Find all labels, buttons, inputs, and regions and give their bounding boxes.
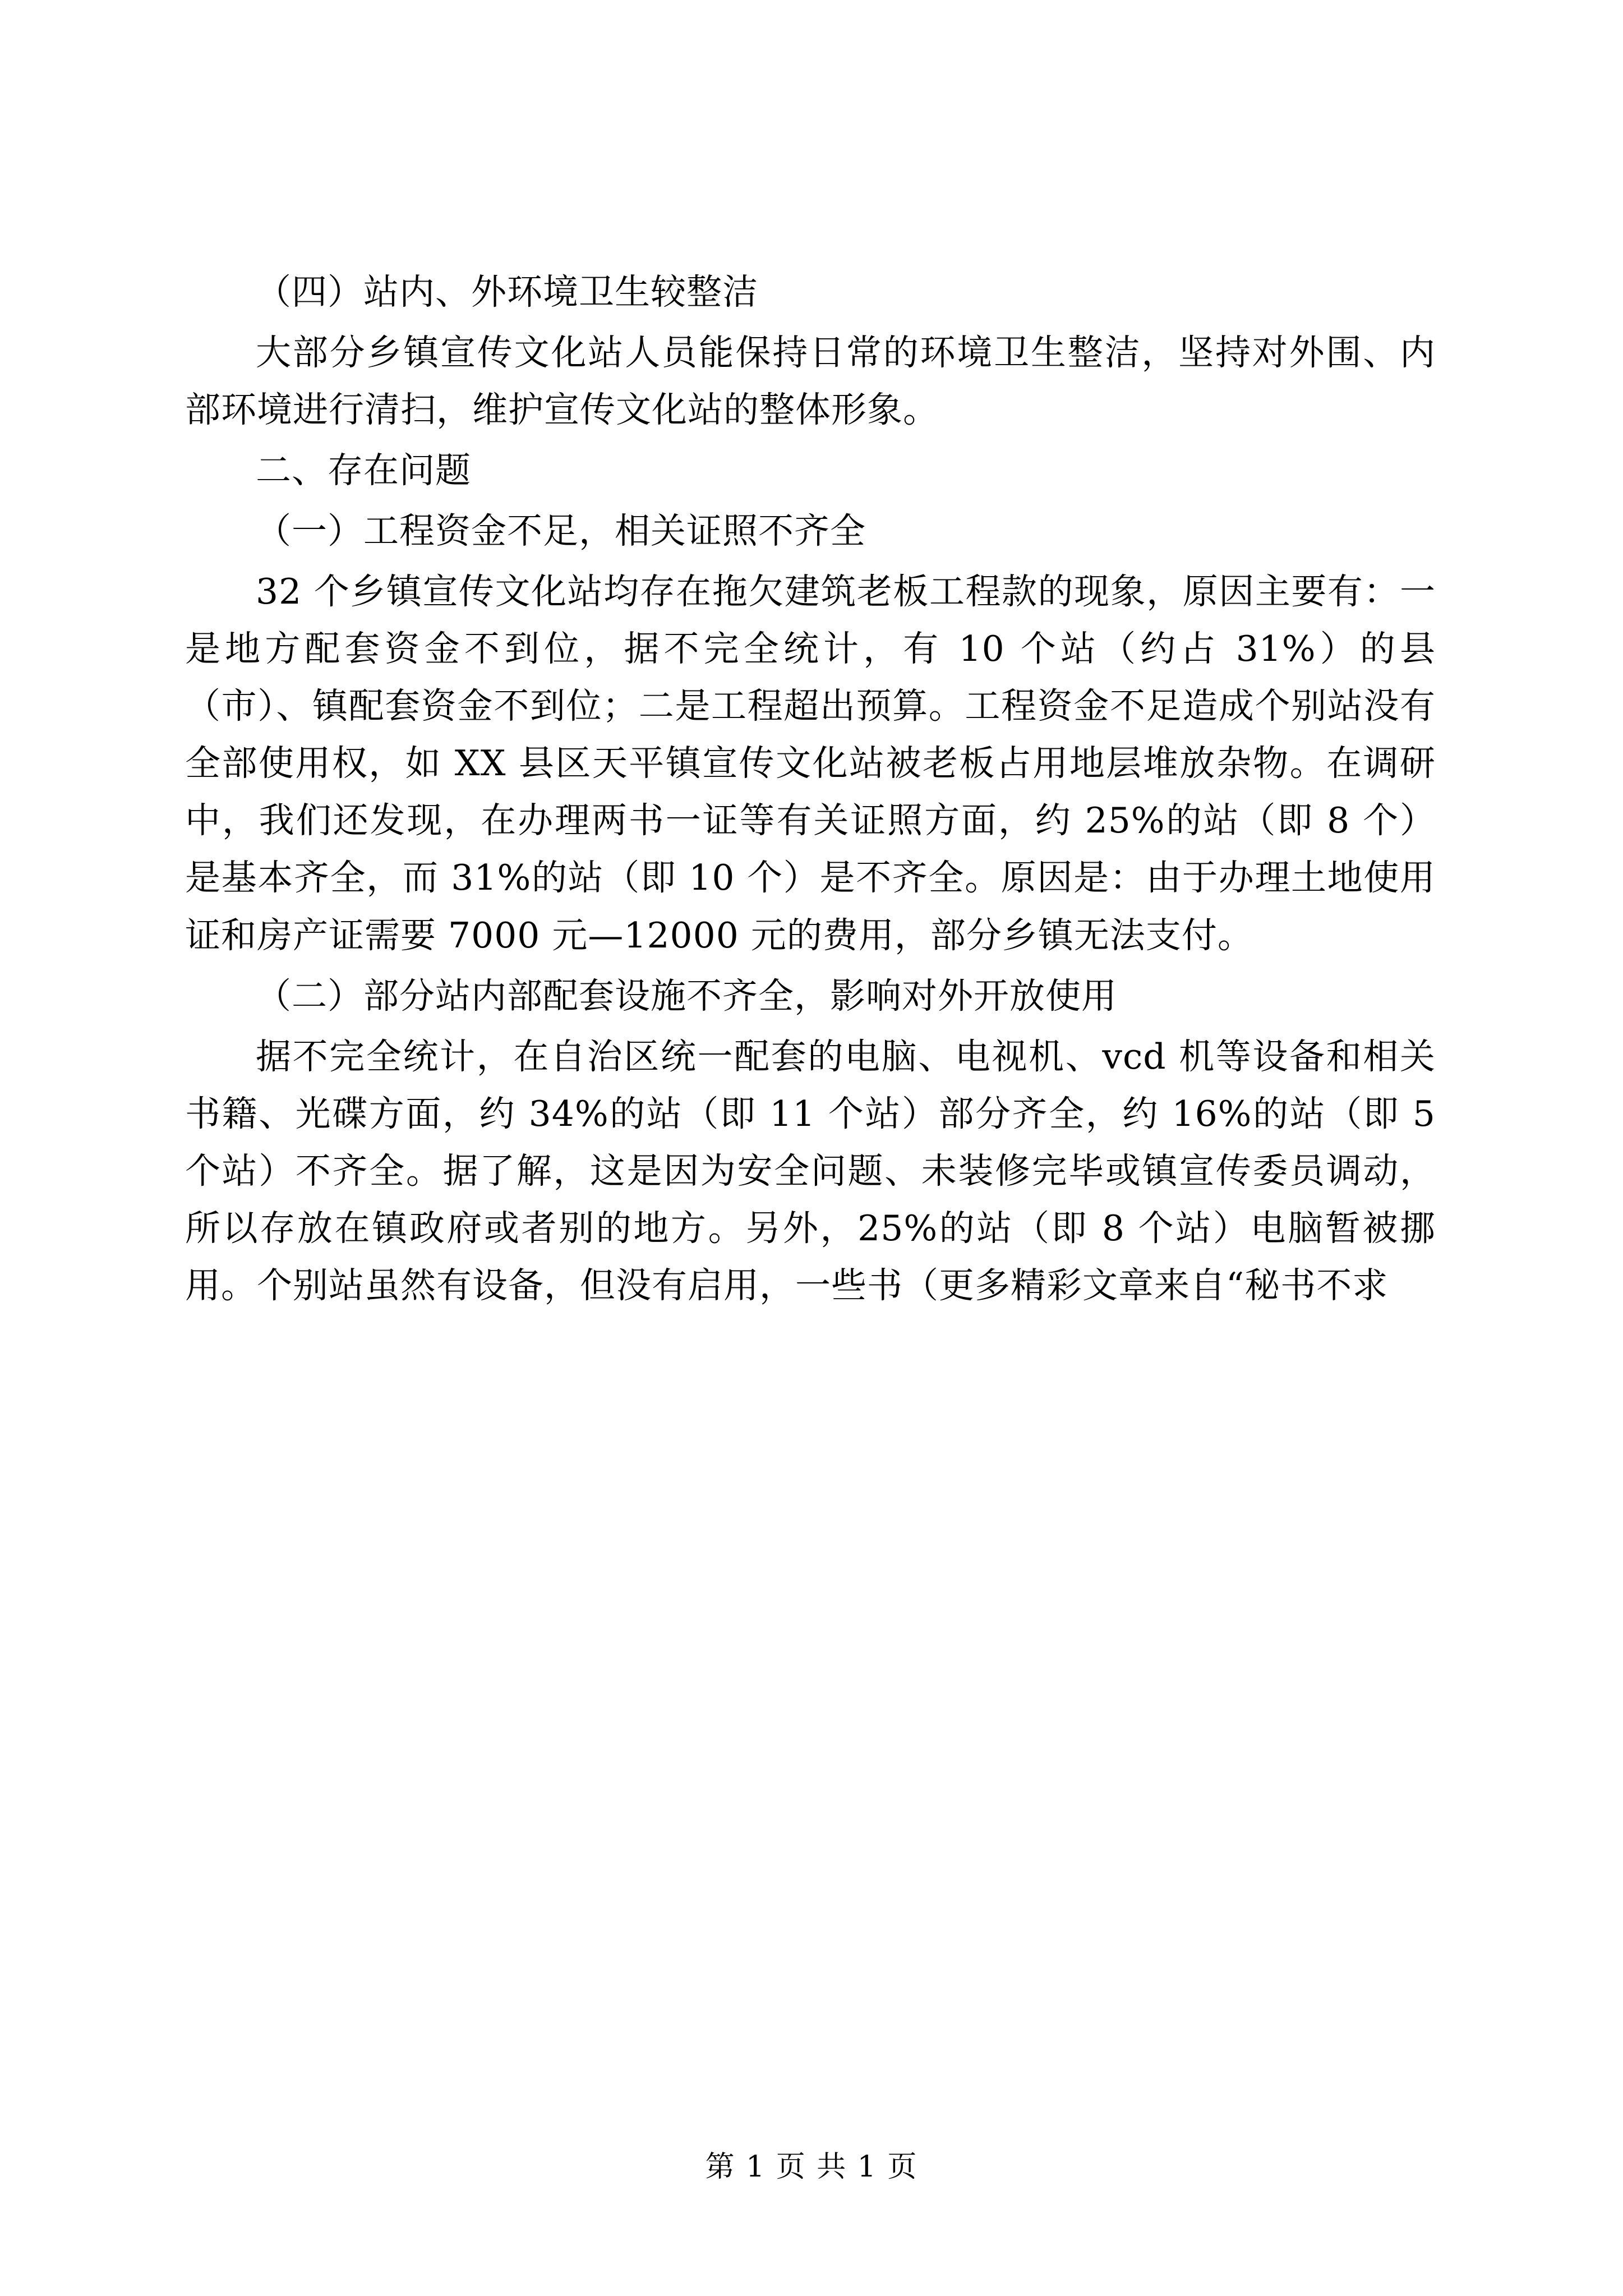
paragraph-heading-four: （四）站内、外环境卫生较整洁 <box>256 272 758 312</box>
page-footer: 第 1 页 共 1 页 <box>705 2150 918 2184</box>
document-body <box>185 264 1436 1318</box>
paragraph-environment-description: 大部分乡镇宣传文化站人员能保持日常的环境卫生整洁，坚持对外围、内部环境进行清扫，维护宣传文化站的整体形象。 <box>185 332 1436 431</box>
paragraph-issue-one-body: 32 个乡镇宣传文化站均存在拖欠建筑老板工程款的现象，原因主要有：一是地方配套资金不到位，据不完全统计，有 10 个站（约占 31%）的县（市）、镇配套资金不到位；二是工程超出预算。工程资金不足造成个别站没有全部使用权，如 XX 县区天平镇宣传文化站被老板占用地层堆放杂物。在调研中，我们还发现，在办理两书一证等有关证照方面，约 25%的站（即 8 个）是基本齐全，而 31%的站（即 10 个）是不齐全。原因是：由于办理土地使用证和房产证需要 7000 元—12000 元的费用，部分乡镇无法支付。 <box>185 571 1436 956</box>
paragraph-issue-two-body: 据不完全统计，在自治区统一配套的电脑、电视机、vcd 机等设备和相关书籍、光碟方面，约 34%的站（即 11 个站）部分齐全，约 16%的站（即 5 个站）不齐全。据了解，这是因为安全问题、未装修完毕或镇宣传委员调动，所以存放在镇政府或者别的地方。另外，25%的站（即 8 个站）电脑暂被挪用。个别站虽然有设备，但没有启用，一些书（更多精彩文章来自“秘书不求 <box>185 1036 1436 1306</box>
paragraph-issue-one-heading: （一）工程资金不足，相关证照不齐全 <box>256 510 866 552</box>
paragraph-issue-two-heading: （二）部分站内部配套设施不齐全，影响对外开放使用 <box>256 975 1117 1016</box>
paragraph-section-two-heading: 二、存在问题 <box>256 450 471 491</box>
